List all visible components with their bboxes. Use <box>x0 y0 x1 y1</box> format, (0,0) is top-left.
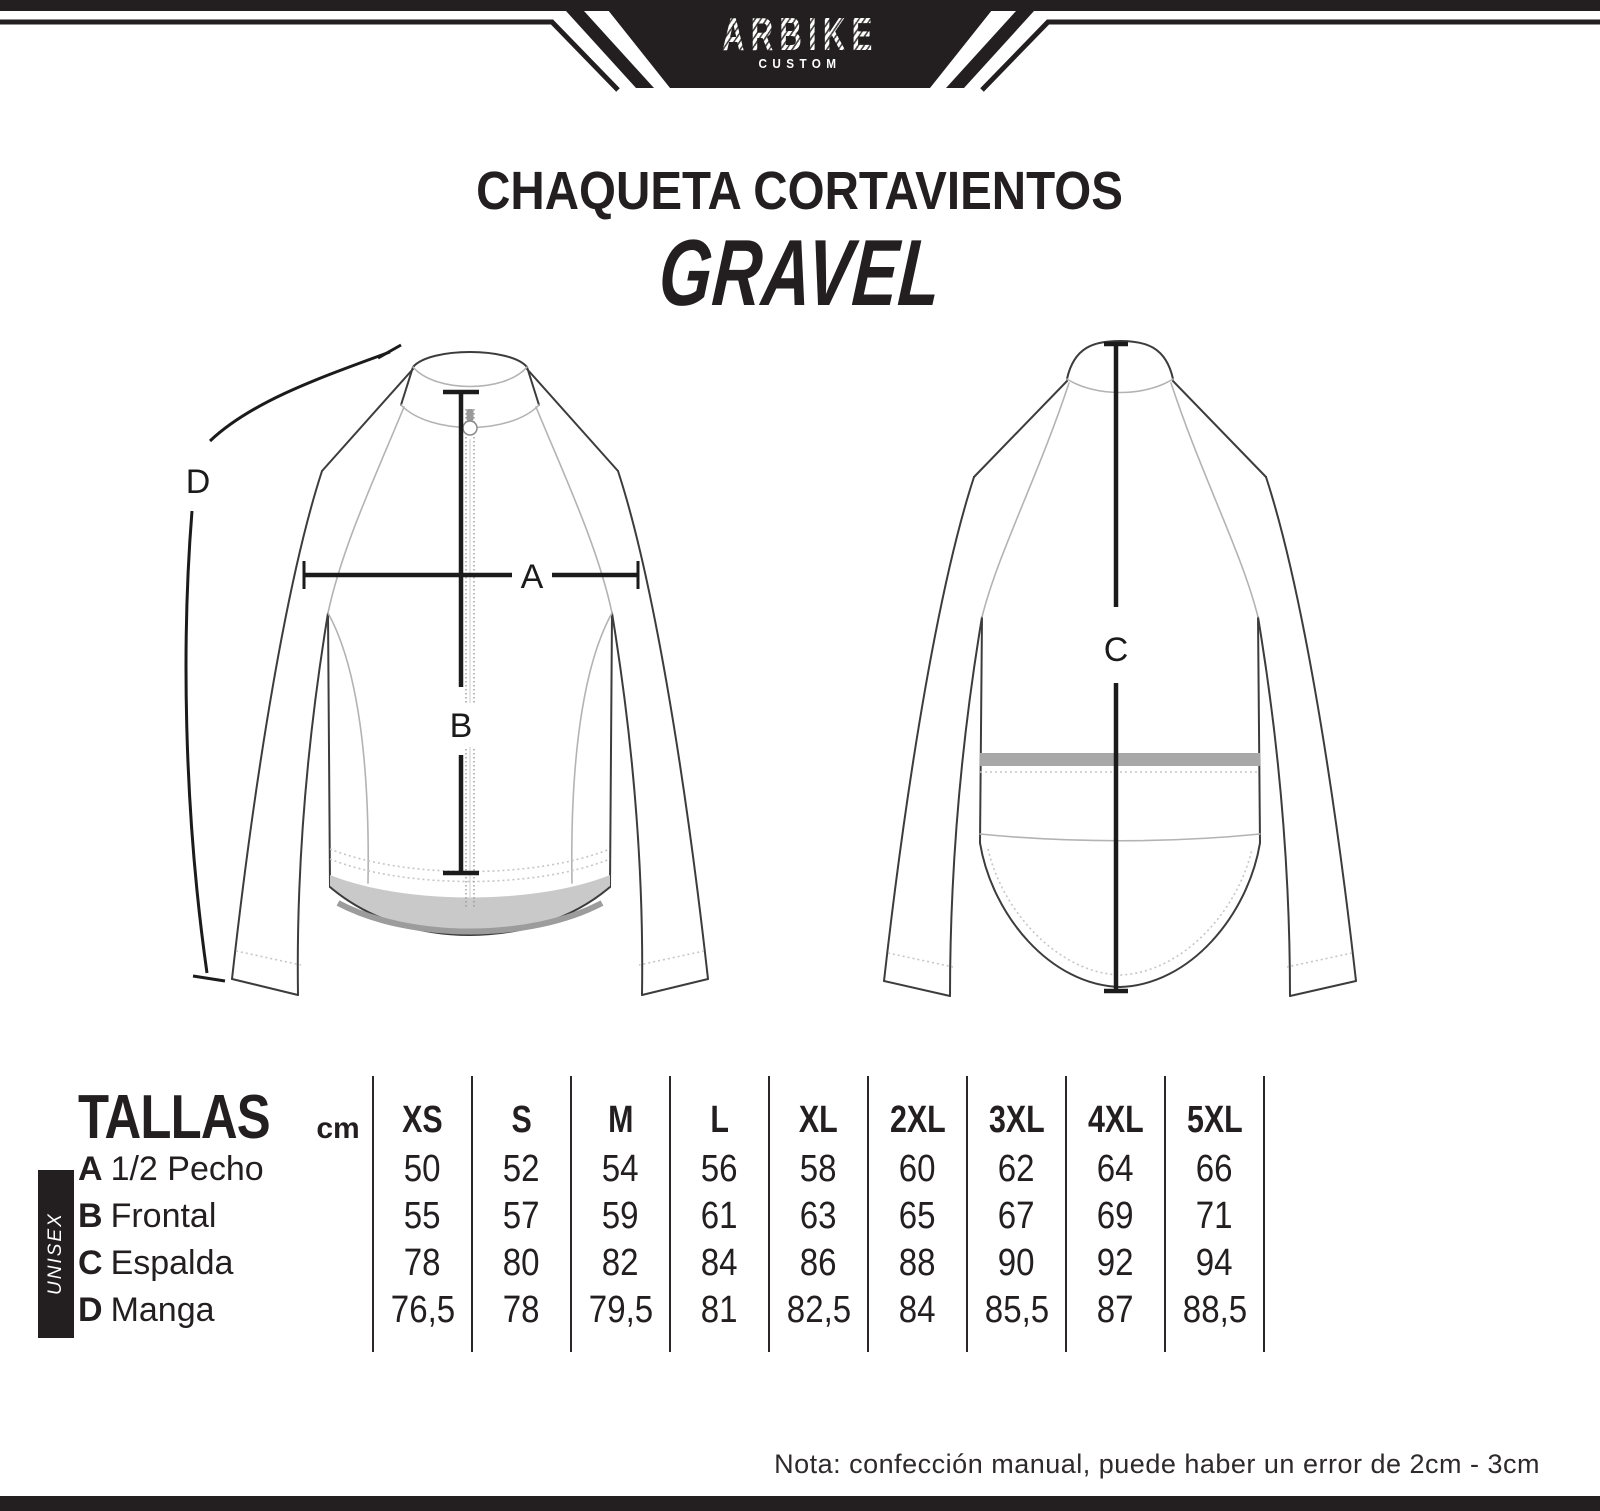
size-value: 56 <box>670 1146 769 1193</box>
footer-bar <box>0 1496 1600 1511</box>
measure-label-b: B <box>449 707 473 745</box>
size-value: 55 <box>373 1193 472 1240</box>
size-value: 82,5 <box>769 1287 868 1334</box>
size-value: 84 <box>868 1287 967 1334</box>
size-table-title: TALLAS <box>78 1083 270 1152</box>
measure-D <box>186 345 401 981</box>
front-zipper <box>463 409 477 909</box>
reflective-strip <box>980 753 1260 766</box>
zipper-pull <box>463 421 477 435</box>
size-row-a <box>78 1146 1264 1193</box>
size-value: 67 <box>967 1193 1066 1240</box>
size-value: 76,5 <box>373 1287 472 1334</box>
measure-label-a: A <box>520 558 544 596</box>
size-value: 65 <box>868 1193 967 1240</box>
size-value: 90 <box>967 1240 1066 1287</box>
size-value: 84 <box>670 1240 769 1287</box>
size-column-header-m: M <box>571 1076 670 1146</box>
brand-tagline: CUSTOM <box>758 56 842 72</box>
product-model: GRAVEL <box>655 220 945 325</box>
row-label: D Manga <box>78 1291 215 1329</box>
size-column-header-xs: XS <box>373 1076 472 1146</box>
size-value: 57 <box>472 1193 571 1240</box>
size-value: 86 <box>769 1240 868 1287</box>
size-row-c <box>78 1240 1264 1287</box>
size-value: 50 <box>373 1146 472 1193</box>
size-table <box>78 1076 1265 1352</box>
size-value: 92 <box>1066 1240 1165 1287</box>
brand-lockup <box>0 10 1600 71</box>
measure-label-d: D <box>185 463 211 501</box>
measure-C <box>1098 344 1134 991</box>
size-column-header-2xl: 2XL <box>868 1076 967 1146</box>
size-value: 66 <box>1165 1146 1264 1193</box>
row-label: A 1/2 Pecho <box>78 1150 264 1188</box>
size-column-header-xl: XL <box>769 1076 868 1146</box>
back-jacket-diagram <box>830 335 1410 1005</box>
size-value: 80 <box>472 1240 571 1287</box>
audience-strip <box>38 1170 74 1338</box>
size-column-header-4xl: 4XL <box>1066 1076 1165 1146</box>
row-label: C Espalda <box>78 1244 234 1282</box>
size-value: 88 <box>868 1240 967 1287</box>
size-table-body <box>78 1146 1264 1352</box>
size-table-section <box>78 1076 1265 1352</box>
size-value: 78 <box>373 1240 472 1287</box>
size-row-d <box>78 1287 1264 1334</box>
size-value: 52 <box>472 1146 571 1193</box>
manufacturing-note: Nota: confección manual, puede haber un error de 2cm - 3cm <box>774 1449 1540 1479</box>
size-value: 81 <box>670 1287 769 1334</box>
size-column-header-3xl: 3XL <box>967 1076 1066 1146</box>
table-rule-extension <box>78 1334 1264 1352</box>
row-label: B Frontal <box>78 1197 217 1235</box>
size-value: 63 <box>769 1193 868 1240</box>
size-value: 62 <box>967 1146 1066 1193</box>
size-value: 85,5 <box>967 1287 1066 1334</box>
front-jacket-diagram <box>180 335 760 1005</box>
back-jacket-seams <box>888 379 1352 975</box>
size-value: 87 <box>1066 1287 1165 1334</box>
measure-A <box>304 557 638 596</box>
size-value: 61 <box>670 1193 769 1240</box>
size-value: 94 <box>1165 1240 1264 1287</box>
zipper-slider <box>467 409 474 421</box>
size-value: 60 <box>868 1146 967 1193</box>
size-table-unit: cm <box>316 1112 360 1145</box>
size-value: 82 <box>571 1240 670 1287</box>
size-value: 69 <box>1066 1193 1165 1240</box>
size-column-header-s: S <box>472 1076 571 1146</box>
size-value: 88,5 <box>1165 1287 1264 1334</box>
size-value: 79,5 <box>571 1287 670 1334</box>
size-row-b <box>78 1193 1264 1240</box>
size-value: 54 <box>571 1146 670 1193</box>
size-table-head-row <box>78 1076 1264 1146</box>
size-value: 59 <box>571 1193 670 1240</box>
measure-label-c: C <box>1103 631 1129 669</box>
size-table-title-cell <box>78 1076 373 1152</box>
size-column-header-l: L <box>670 1076 769 1146</box>
size-column-header-5xl: 5XL <box>1165 1076 1264 1146</box>
size-value: 58 <box>769 1146 868 1193</box>
size-value: 78 <box>472 1287 571 1334</box>
size-value: 71 <box>1165 1193 1264 1240</box>
size-value: 64 <box>1066 1146 1165 1193</box>
measure-B <box>443 392 479 873</box>
brand-wordmark: ARBIKE <box>721 8 879 60</box>
audience-label: UNISEX <box>45 1212 66 1296</box>
product-title: CHAQUETA CORTAVIENTOS <box>476 161 1124 221</box>
